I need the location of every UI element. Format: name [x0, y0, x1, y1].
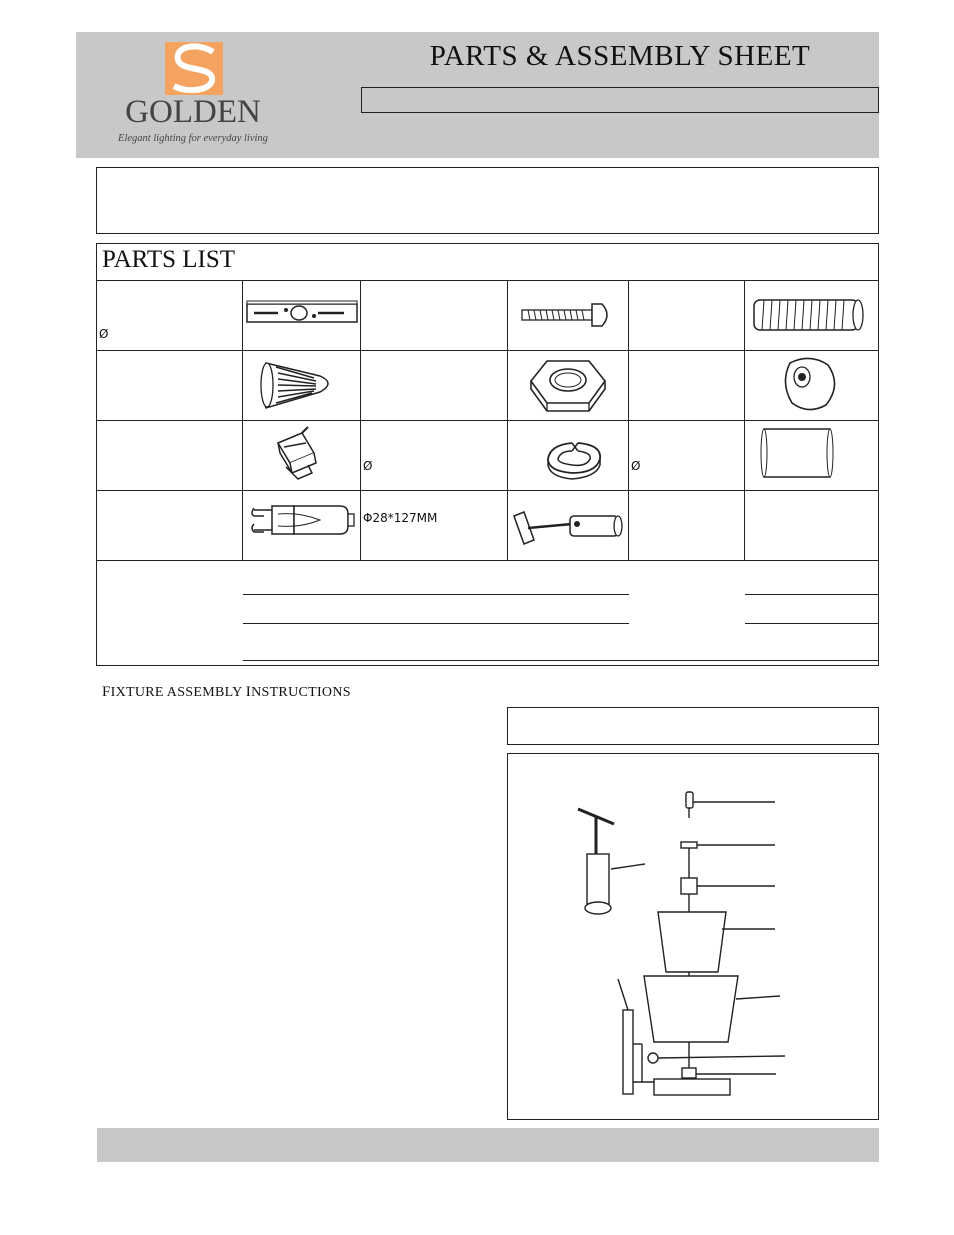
assembly-diagram: [507, 753, 879, 1120]
sign-line: [745, 623, 879, 624]
grid-line: [96, 420, 879, 421]
wall-arm-icon: [510, 508, 625, 546]
grid-line: [96, 560, 879, 561]
sign-line: [243, 660, 879, 661]
halogen-bulb-icon: [250, 500, 358, 540]
sign-line: [243, 623, 629, 624]
diagram-label-box: [507, 707, 879, 745]
brand-name: GOLDEN: [125, 94, 261, 130]
sign-line: [243, 594, 629, 595]
sheet-title: PARTS & ASSEMBLY SHEET: [429, 40, 811, 72]
golden-logo: [116, 40, 270, 154]
instructions-title: FIXTURE ASSEMBLY INSTRUCTIONS: [102, 684, 351, 700]
footer-band: [97, 1128, 879, 1162]
lock-washer-icon: [542, 437, 607, 482]
model-number-box: [361, 87, 879, 113]
ball-finial-icon: [780, 355, 840, 413]
brand-tagline: Elegant lighting for everyday living: [118, 133, 268, 144]
notes-box: [96, 167, 879, 234]
part-g-note: Ø: [363, 459, 373, 473]
hex-nut-icon: [527, 355, 609, 415]
coupling-icon: [760, 426, 835, 481]
grid-line: [360, 280, 361, 561]
grid-line: [96, 280, 879, 281]
grid-line: [96, 490, 879, 491]
parts-list-title: PARTS LIST: [102, 246, 236, 273]
part-a-note: Ø: [99, 327, 109, 341]
part-j-note: Φ28*127MM: [363, 511, 438, 525]
machine-screw-icon: [520, 300, 615, 330]
grid-line: [744, 280, 745, 561]
grid-line: [96, 350, 879, 351]
ground-screw-icon: [268, 423, 330, 485]
part-h-note: Ø: [631, 459, 641, 473]
grid-line: [242, 280, 243, 561]
grid-line: [507, 280, 508, 561]
sign-line: [745, 594, 879, 595]
threaded-nipple-icon: [750, 296, 865, 336]
wire-nut-icon: [258, 358, 343, 413]
mounting-bracket-icon: [244, 296, 359, 332]
grid-line: [628, 280, 629, 561]
